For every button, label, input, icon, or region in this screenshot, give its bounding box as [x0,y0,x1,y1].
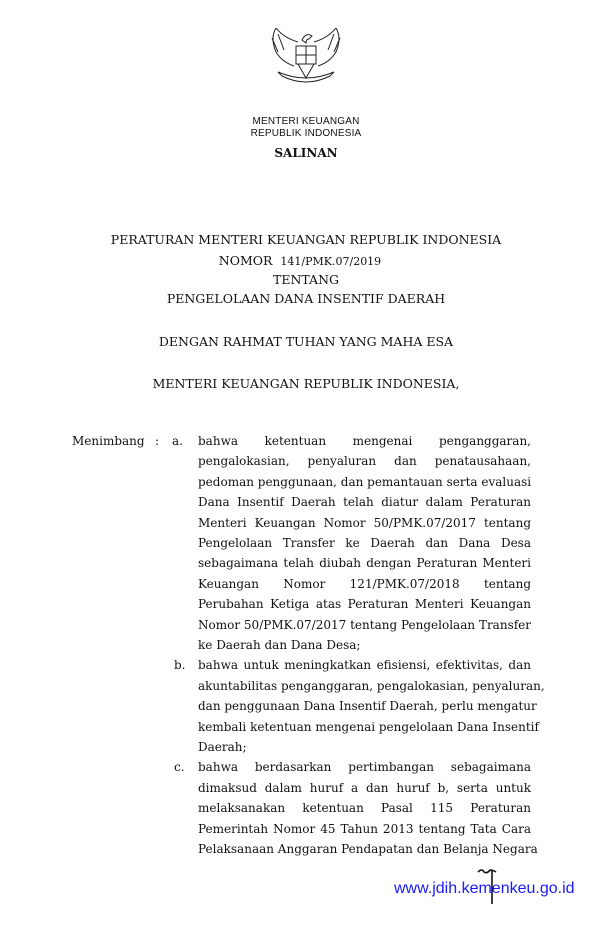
item-line: Nomor 50/PMK.07/2017 tentang Pengelolaan Transfer [198,617,531,632]
jdih-website-link[interactable]: www.jdih.kemenkeu.go.id [394,880,575,897]
salinan-stamp: SALINAN [274,146,338,160]
menimbang-label: Menimbang [72,434,145,448]
item-line: bahwa berdasarkan pertimbangan sebagaimana [198,760,531,775]
menimbang-colon: : [155,434,160,448]
nomor-label: NOMOR [218,253,273,268]
item-line: bahwa ketentuan mengenai penganggaran, [198,434,531,448]
regulation-number [0,253,606,268]
item-line: Dana Insentif Daerah telah diatur dalam Peraturan [198,495,531,510]
regulation-subject: PENGELOLAAN DANA INSENTIF DAERAH [166,291,446,306]
garuda-emblem-icon [262,28,350,90]
item-line: Keuangan Nomor 121/PMK.07/2018 tentang [198,576,531,591]
item-line: bahwa untuk meningkatkan efisiensi, efektivitas, dan [198,658,531,673]
item-line: Pengelolaan Transfer ke Daerah dan Dana Desa [198,536,531,550]
item-line: dimaksud dalam huruf a dan huruf b, serta untuk [198,780,531,795]
item-line: Daerah; [198,740,247,754]
item-marker: b. [174,658,186,673]
item-line: pedoman penggunaan, dan pemantauan serta evaluasi [198,474,532,489]
preamble-rahmat: DENGAN RAHMAT TUHAN YANG MAHA ESA [158,334,454,349]
item-marker: a. [172,434,183,448]
item-line: ke Daerah dan Dana Desa; [198,638,361,652]
item-line: Menteri Keuangan Nomor 50/PMK.07/2017 tentang [198,515,531,530]
org-name-line1: MENTERI KEUANGAN [252,116,360,127]
item-line: kembali ketentuan mengenai pengelolaan Dana Insentif [198,719,539,734]
org-name-line2: REPUBLIK INDONESIA [250,128,362,139]
tentang-heading: TENTANG [272,272,339,287]
item-line: melaksanakan ketentuan Pasal 115 Peraturan [198,801,531,816]
item-marker: c. [174,760,185,775]
item-line: akuntabilitas penganggaran, pengalokasian, penyaluran, [198,678,545,693]
item-line: Pelaksanaan Anggaran Pendapatan dan Belanja Negara [198,842,538,856]
item-line: pengalokasian, penyaluran dan penatausahaan, [198,454,531,469]
regulation-title: PERATURAN MENTERI KEUANGAN REPUBLIK INDONESIA [110,232,502,247]
item-line: Pemerintah Nomor 45 Tahun 2013 tentang Tata Cara [198,821,531,836]
preamble-menteri: MENTERI KEUANGAN REPUBLIK INDONESIA, [152,376,460,391]
item-line: Perubahan Ketiga atas Peraturan Menteri Keuangan [198,597,531,612]
item-line: dan penggunaan Dana Insentif Daerah, perlu mengatur [198,699,537,714]
item-line: sebagaimana telah diubah dengan Peraturan Menteri [198,556,531,571]
nomor-value: 141/PMK.07/2019 [280,255,382,268]
